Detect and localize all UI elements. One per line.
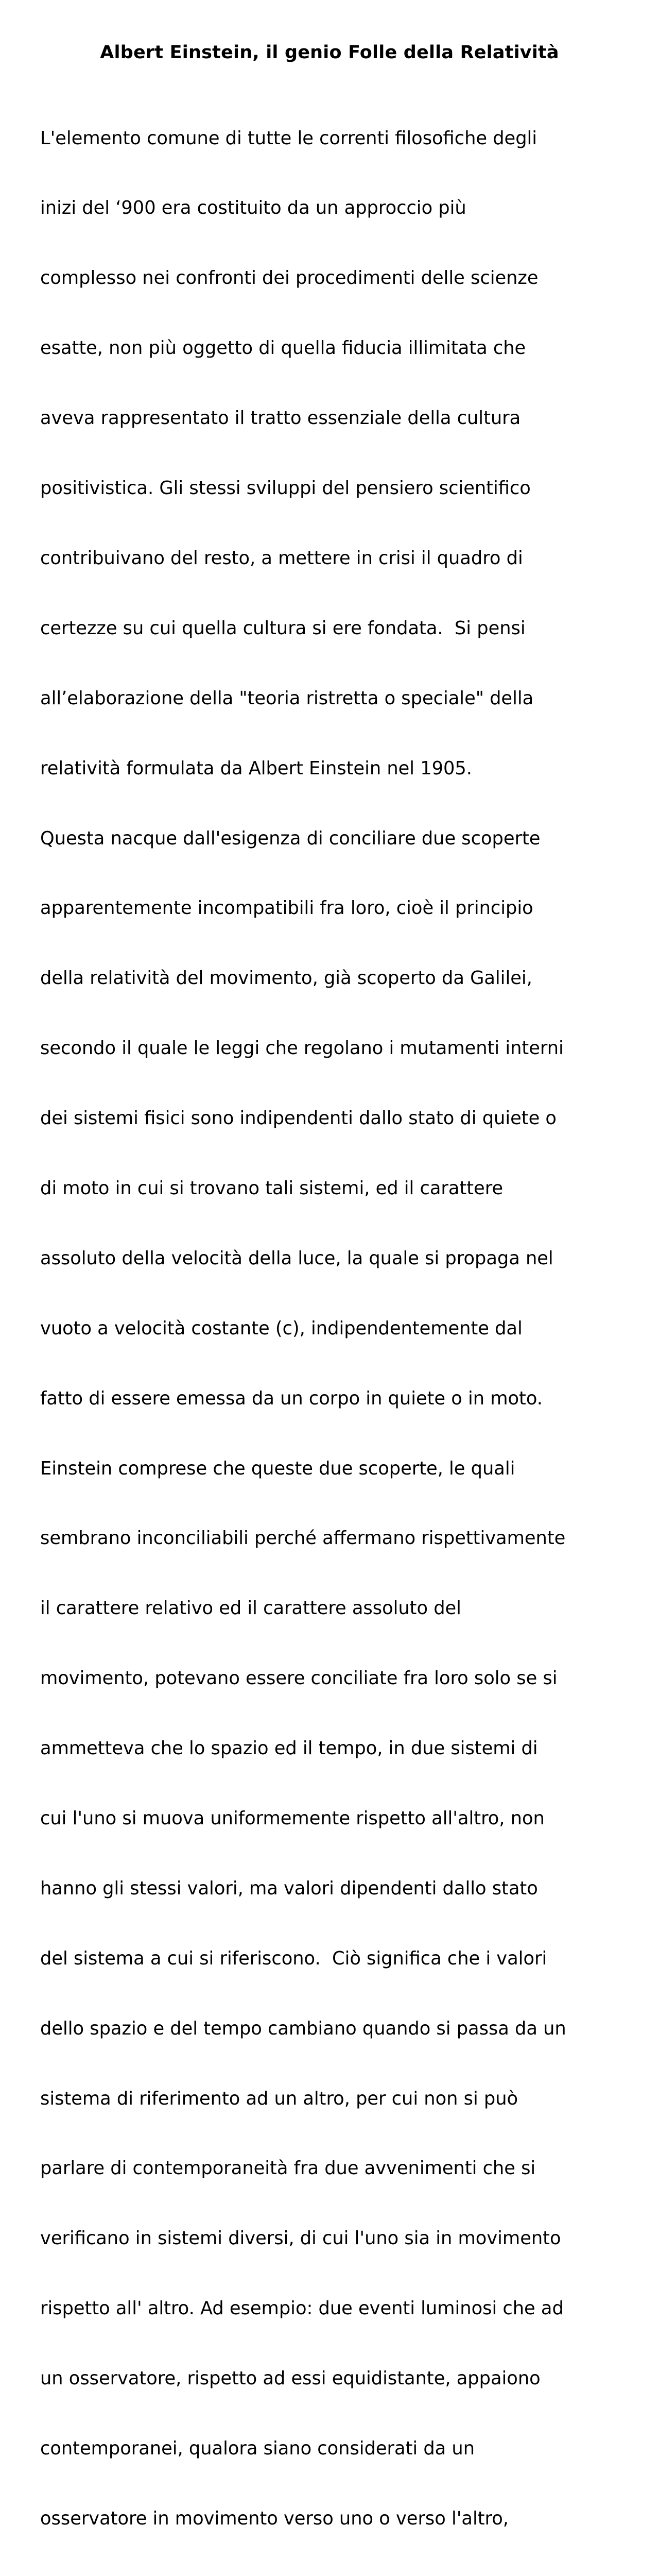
- text-line: hanno gli stessi valori, ma valori dipendenti dallo stato: [40, 1877, 538, 1899]
- text-line: della relatività del movimento, già scoperto da Galilei,: [40, 968, 532, 989]
- text-line: relatività formulata da Albert Einstein nel 1905.: [40, 757, 472, 779]
- text-line: fatto di essere emessa da un corpo in quiete o in moto.: [40, 1387, 543, 1409]
- text-line: di moto in cui si trovano tali sistemi, ed il carattere: [40, 1177, 504, 1199]
- text-line: all’elaborazione della "teoria ristretta o speciale" della: [40, 687, 534, 709]
- body-text: [40, 80, 637, 2576]
- text-line: inizi del ‘900 era costituito da un approccio più: [40, 197, 466, 219]
- text-line: Einstein comprese che queste due scoperte, le quali: [40, 1458, 515, 1479]
- text-line: del sistema a cui si riferiscono. Ciò significa che i valori: [40, 1947, 547, 1969]
- text-line: contribuivano del resto, a mettere in crisi il quadro di: [40, 547, 523, 569]
- text-line: apparentemente incompatibili fra loro, cioè il principio: [40, 897, 533, 919]
- text-line: sistema di riferimento ad un altro, per cui non si può: [40, 2088, 518, 2109]
- text-line: vuoto a velocità costante (c), indipendentemente dal: [40, 1317, 523, 1339]
- text-line: sembrano inconciliabili perché affermano rispettivamente: [40, 1528, 566, 1549]
- text-line: secondo il quale le leggi che regolano i mutamenti interni: [40, 1038, 564, 1059]
- text-line: dei sistemi fisici sono indipendenti dallo stato di quiete o: [40, 1108, 557, 1129]
- text-line: dello spazio e del tempo cambiano quando si passa da un: [40, 2018, 566, 2039]
- text-line: osservatore in movimento verso uno o verso l'altro,: [40, 2507, 509, 2529]
- text-line: aveva rappresentato il tratto essenziale della cultura: [40, 408, 521, 429]
- text-line: L'elemento comune di tutte le correnti filosofiche degli: [40, 127, 537, 149]
- document-title: Albert Einstein, il genio Folle della Relatività: [100, 42, 559, 63]
- text-line: movimento, potevano essere conciliate fra loro solo se si: [40, 1668, 558, 1689]
- text-line: il carattere relativo ed il carattere assoluto del: [40, 1598, 461, 1619]
- text-line: Questa nacque dall'esigenza di conciliare due scoperte: [40, 827, 541, 849]
- text-line: parlare di contemporaneità fra due avvenimenti che si: [40, 2158, 536, 2179]
- text-line: assoluto della velocità della luce, la quale si propaga nel: [40, 1247, 553, 1269]
- text-line: cui l'uno si muova uniformemente rispetto all'altro, non: [40, 1807, 545, 1829]
- text-line: un osservatore, rispetto ad essi equidistante, appaiono: [40, 2368, 541, 2389]
- text-line: verificano in sistemi diversi, di cui l'uno sia in movimento: [40, 2228, 561, 2249]
- text-line: positivistica. Gli stessi sviluppi del pensiero scientifico: [40, 478, 531, 499]
- text-line: rispetto all' altro. Ad esempio: due eventi luminosi che ad: [40, 2298, 564, 2319]
- text-line: ammetteva che lo spazio ed il tempo, in due sistemi di: [40, 1738, 538, 1759]
- text-line: esatte, non più oggetto di quella fiducia illimitata che: [40, 337, 526, 359]
- text-line: complesso nei confronti dei procedimenti delle scienze: [40, 267, 539, 289]
- text-line: certezze su cui quella cultura si ere fondata. Si pensi: [40, 617, 526, 639]
- text-line: contemporanei, qualora siano considerati da un: [40, 2437, 475, 2459]
